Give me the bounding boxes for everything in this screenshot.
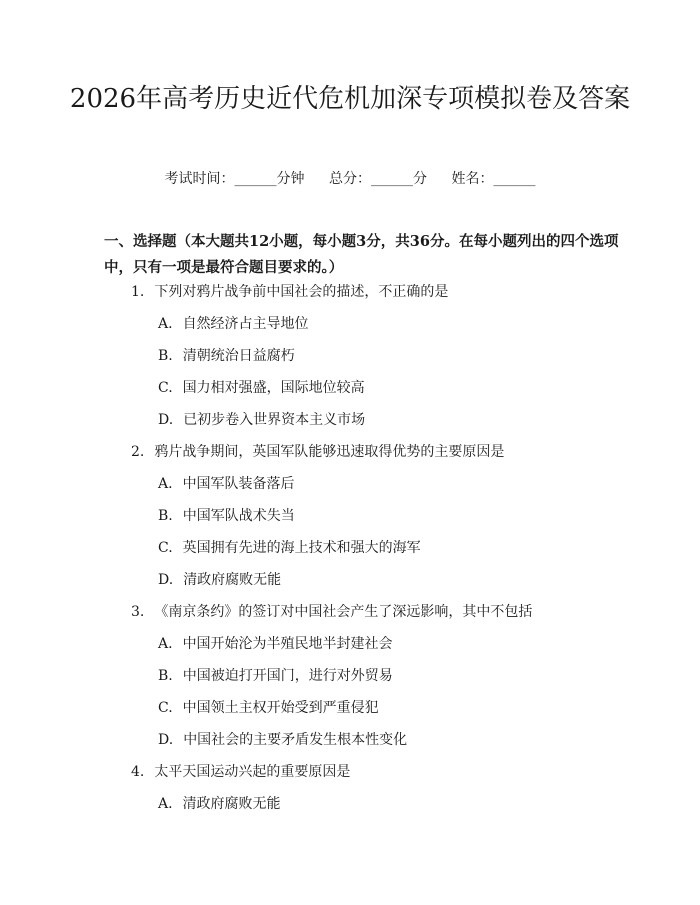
option-text: 自然经济占主导地位	[182, 316, 309, 332]
question-number: 4.	[131, 764, 145, 780]
student-name: 姓名：______	[451, 171, 536, 187]
option-3d	[158, 729, 407, 749]
option-2c	[158, 537, 421, 557]
question-number: 3.	[131, 604, 145, 620]
option-text: 中国军队装备落后	[182, 476, 295, 492]
option-text: 清政府腐败无能	[183, 572, 282, 588]
section-heading: 一、选择题（本大题共12小题，每小题3分，共36分。在每小题列出的四个选项中，只有一项是最符合题目要求的。）	[104, 233, 619, 276]
option-4a	[158, 793, 281, 813]
exam-time: 考试时间：______分钟	[164, 171, 305, 187]
option-2a	[158, 473, 295, 493]
option-1b	[158, 345, 295, 365]
option-2b	[158, 505, 295, 525]
option-letter: D.	[158, 732, 174, 748]
option-3b	[158, 665, 393, 685]
option-text: 英国拥有先进的海上技术和强大的海军	[182, 540, 421, 556]
option-1d	[158, 409, 365, 429]
option-letter: A.	[158, 636, 173, 652]
question-2	[131, 441, 504, 461]
option-3a	[158, 633, 393, 653]
question-number: 1.	[131, 284, 145, 300]
option-letter: B.	[158, 668, 173, 684]
question-text: 鸦片战争期间，英国军队能够迅速取得优势的主要原因是	[154, 444, 505, 460]
option-3c	[158, 697, 379, 717]
option-text: 已初步卷入世界资本主义市场	[183, 412, 366, 428]
option-letter: C.	[158, 380, 173, 396]
option-1a	[158, 313, 309, 333]
question-text: 下列对鸦片战争前中国社会的描述，不正确的是	[154, 284, 449, 300]
exam-score: 总分：______分	[329, 171, 427, 187]
option-text: 中国被迫打开国门，进行对外贸易	[182, 668, 393, 684]
option-letter: C.	[158, 700, 173, 716]
option-letter: A.	[158, 796, 173, 812]
question-text: 《南京条约》的签订对中国社会产生了深远影响，其中不包括	[154, 604, 533, 620]
option-letter: A.	[158, 316, 173, 332]
option-letter: D.	[158, 412, 174, 428]
option-letter: D.	[158, 572, 174, 588]
page-title: 2026年高考历史近代危机加深专项模拟卷及答案	[69, 84, 631, 114]
question-4	[131, 761, 350, 781]
option-2d	[158, 569, 281, 589]
question-text: 太平天国运动兴起的重要原因是	[154, 764, 351, 780]
option-text: 国力相对强盛，国际地位较高	[182, 380, 365, 396]
option-1c	[158, 377, 365, 397]
exam-meta	[0, 168, 700, 188]
question-1	[131, 281, 448, 301]
option-letter: B.	[158, 348, 173, 364]
question-3	[131, 601, 532, 621]
option-letter: C.	[158, 540, 173, 556]
option-text: 中国领土主权开始受到严重侵犯	[182, 700, 379, 716]
option-text: 清朝统治日益腐朽	[182, 348, 295, 364]
option-text: 中国开始沦为半殖民地半封建社会	[182, 636, 393, 652]
option-text: 中国军队战术失当	[182, 508, 295, 524]
option-letter: B.	[158, 508, 173, 524]
option-text: 清政府腐败无能	[182, 796, 281, 812]
option-letter: A.	[158, 476, 173, 492]
option-text: 中国社会的主要矛盾发生根本性变化	[183, 732, 408, 748]
question-number: 2.	[131, 444, 145, 460]
